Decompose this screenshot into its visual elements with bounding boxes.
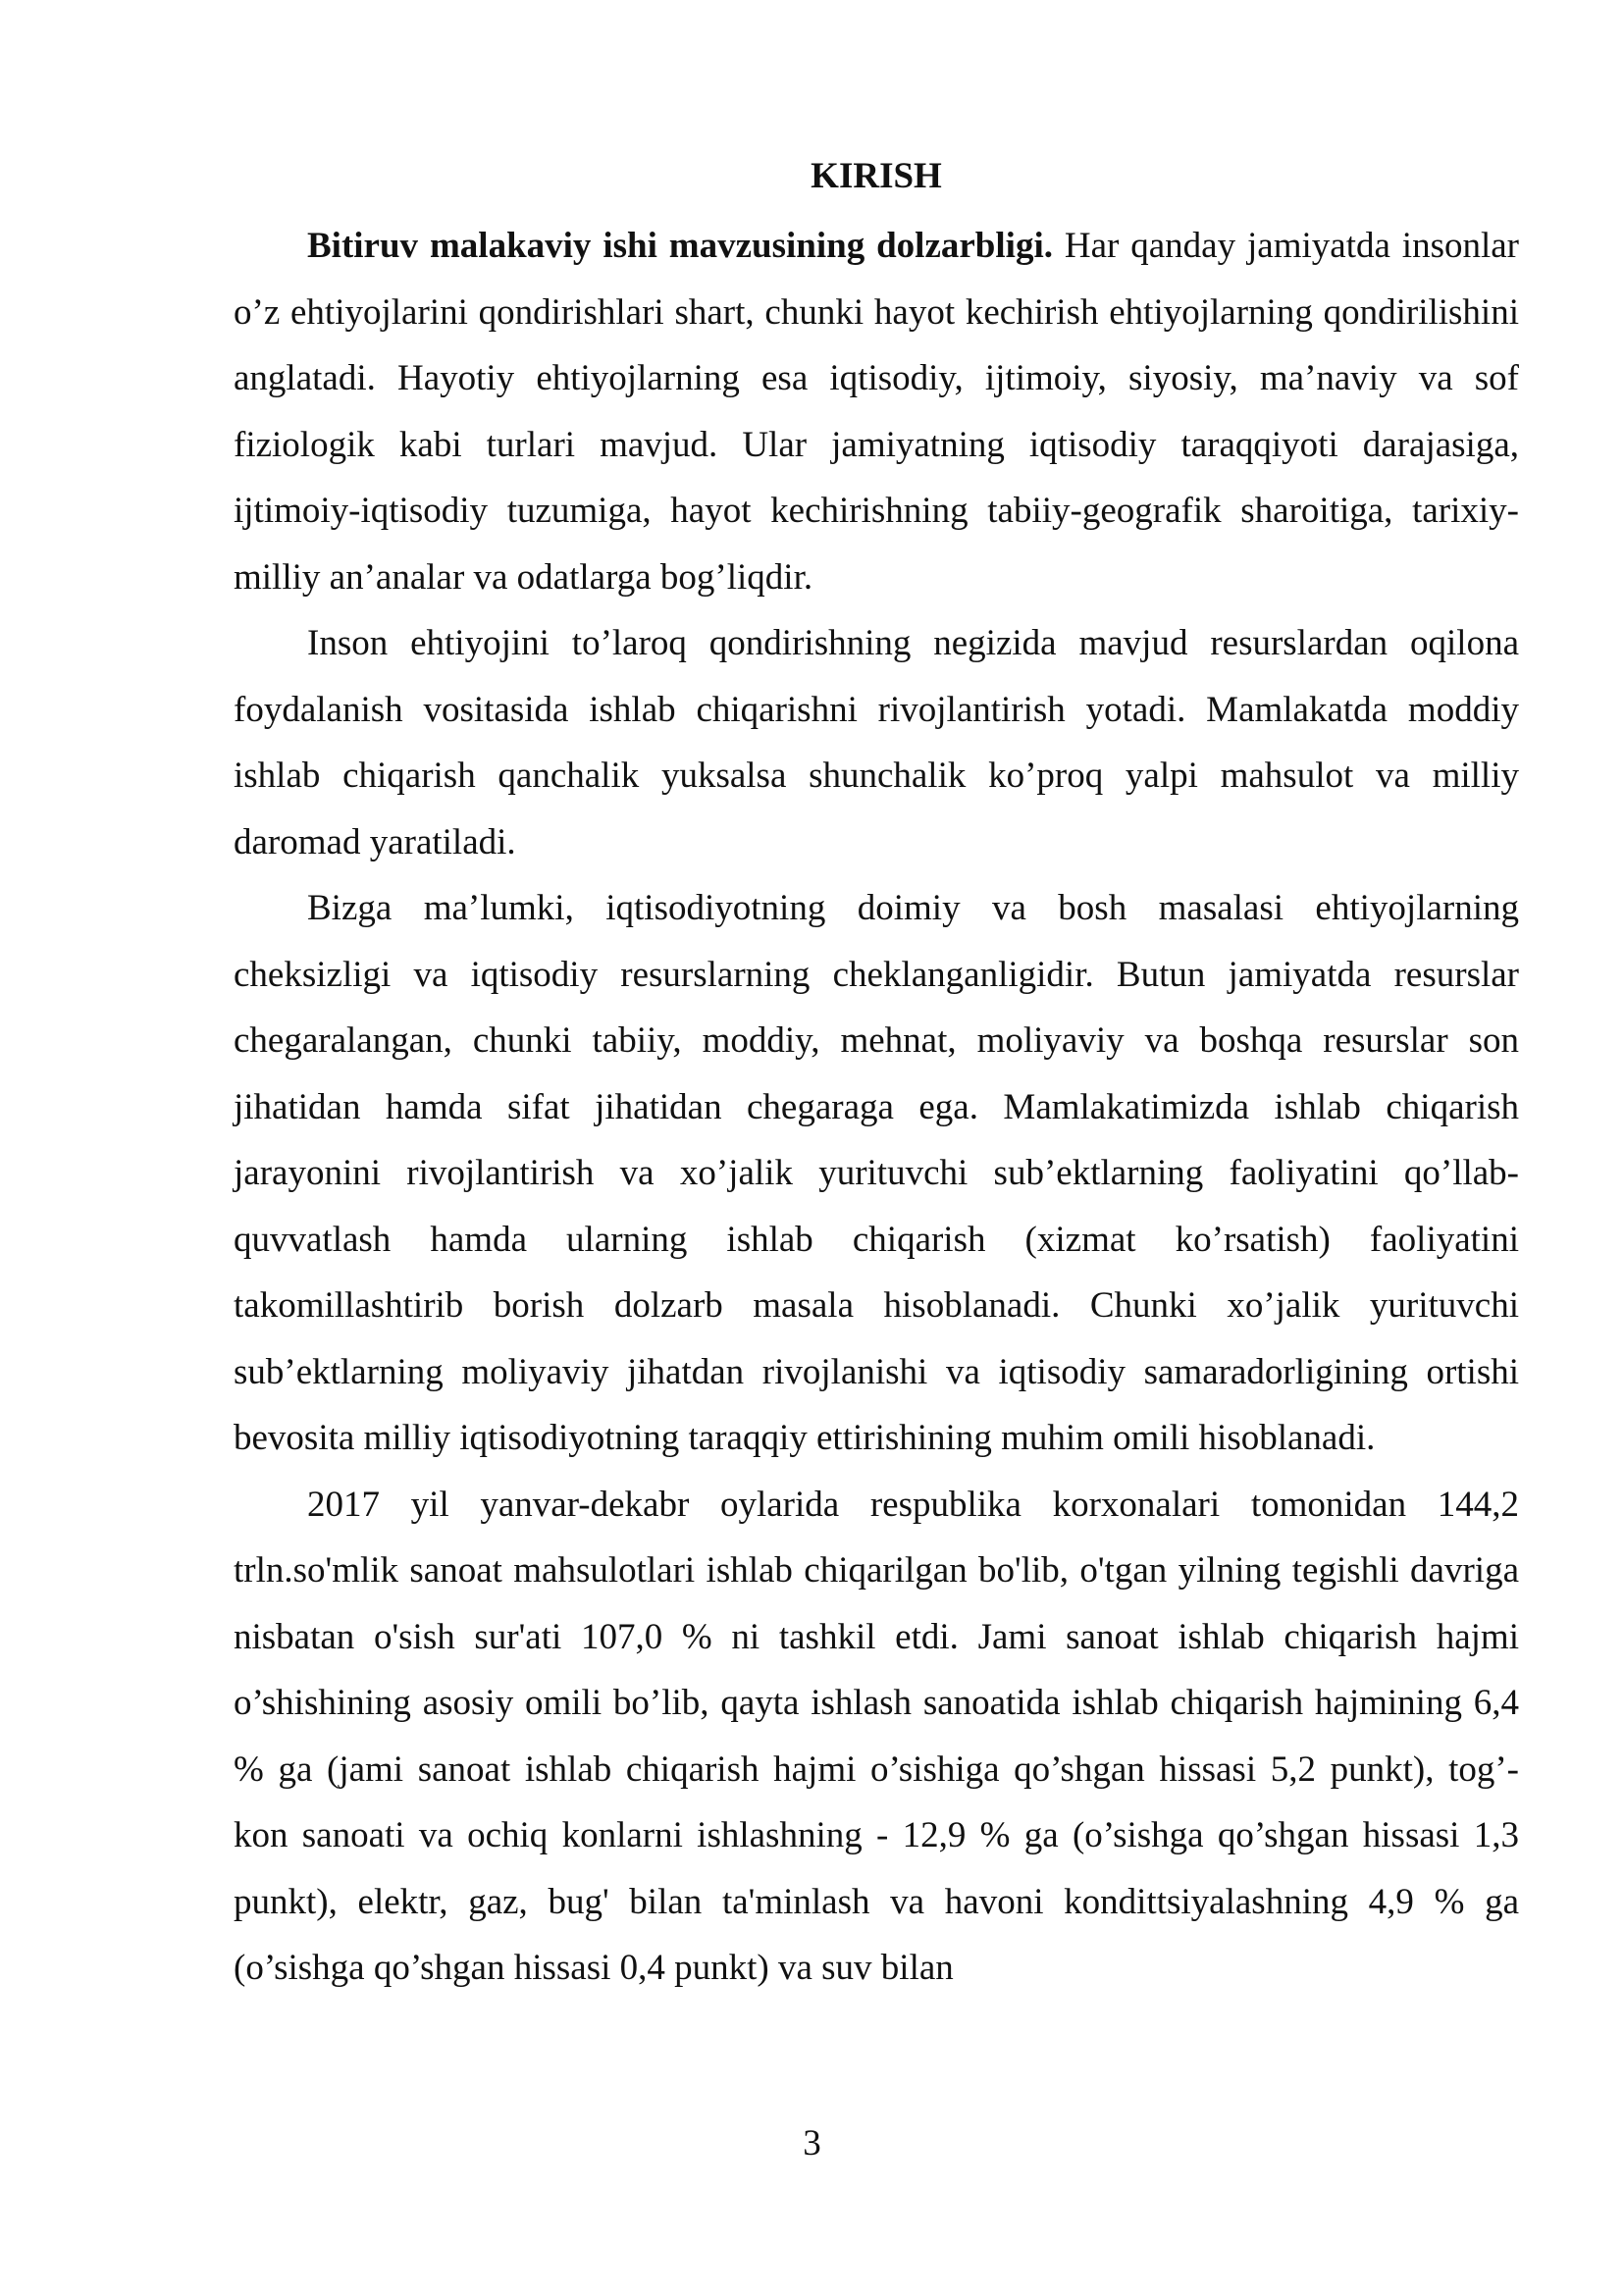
paragraph-text: Har qanday jamiyatda insonlar o’z ehtiyojlarini qondirishlari shart, chunki hayot kechirish ehtiyojlarning qondirilishini anglatadi. Hayotiy ehtiyojlarning esa iqtisodiy, ijtimoiy, siyosiy, ma’naviy va sof fiziologik kabi turlari mavjud. Ular jamiyatning iqtisodiy taraqqiyoti darajasiga, ijtimoiy-iqtisodiy tuzumiga, hayot kechirishning tabiiy-geografik sharoitiga, tarixiy-milliy an’analar va odatlarga bog’liqdir. <box>234 226 1519 598</box>
page-number: 3 <box>803 2123 821 2164</box>
section-heading: KIRISH <box>811 156 942 196</box>
paragraph-resources: Bizga ma’lumki, iqtisodiyotning doimiy va bosh masalasi ehtiyojlarning cheksizligi va iqtisodiy resurslarning cheklanganligidir. Butun jamiyatda resurslar chegaralangan, chunki tabiiy, moddiy, mehnat, moliyaviy va boshqa resurslar son jihatidan hamda sifat jihatidan chegaraga ega. Mamlakatimizda ishlab chiqarish jarayonini rivojlantirish va xo’jalik yurituvchi sub’ektlarning faoliyatini qo’llab-quvvatlash hamda ularning ishlab chiqarish (xizmat ko’rsatish) faoliyatini takomillashtirib borish dolzarb masala hisoblanadi. Chunki xo’jalik yurituvchi sub’ektlarning moliyaviy jihatdan rivojlanishi va iqtisodiy samaradorligining ortishi bevosita milliy iqtisodiyotning taraqqiy ettirishining muhim omili hisoblanadi. <box>234 888 1519 1458</box>
paragraph-lead-bold: Bitiruv malakaviy ishi mavzusining dolzarbligi. <box>307 226 1053 266</box>
paragraph-industry-2017: 2017 yil yanvar-dekabr oylarida respublika korxonalari tomonidan 144,2 trln.so'mlik sanoat mahsulotlari ishlab chiqarilgan bo'lib, o'tgan yilning tegishli davriga nisbatan o'sish sur'ati 107,0 % ni tashkil etdi. Jami sanoat ishlab chiqarish hajmi o’shishining asosiy omili bo’lib, qayta ishlash sanoatida ishlab chiqarish hajmining 6,4 % ga (jami sanoat ishlab chiqarish hajmi o’sishiga qo’shgan hissasi 5,2 punkt), tog’- kon sanoati va ochiq konlarni ishlashning - 12,9 % ga (o’sishga qo’shgan hissasi 1,3 punkt), elektr, gaz, bug' bilan ta'minlash va havoni kondittsiyalashning 4,9 % ga (o’sishga qo’shgan hissasi 0,4 punkt) va suv bilan <box>234 1484 1519 1988</box>
paragraph-relevance <box>234 213 1519 610</box>
document-page <box>234 147 1519 2002</box>
paragraph-needs: Inson ehtiyojini to’laroq qondirishning negizida mavjud resurslardan oqilona foydalanish vositasida ishlab chiqarishni rivojlantirish yotadi. Mamlakatda moddiy ishlab chiqarish qanchalik yuksalsa shunchalik ko’proq yalpi mahsulot va milliy daromad yaratiladi. <box>234 623 1519 862</box>
